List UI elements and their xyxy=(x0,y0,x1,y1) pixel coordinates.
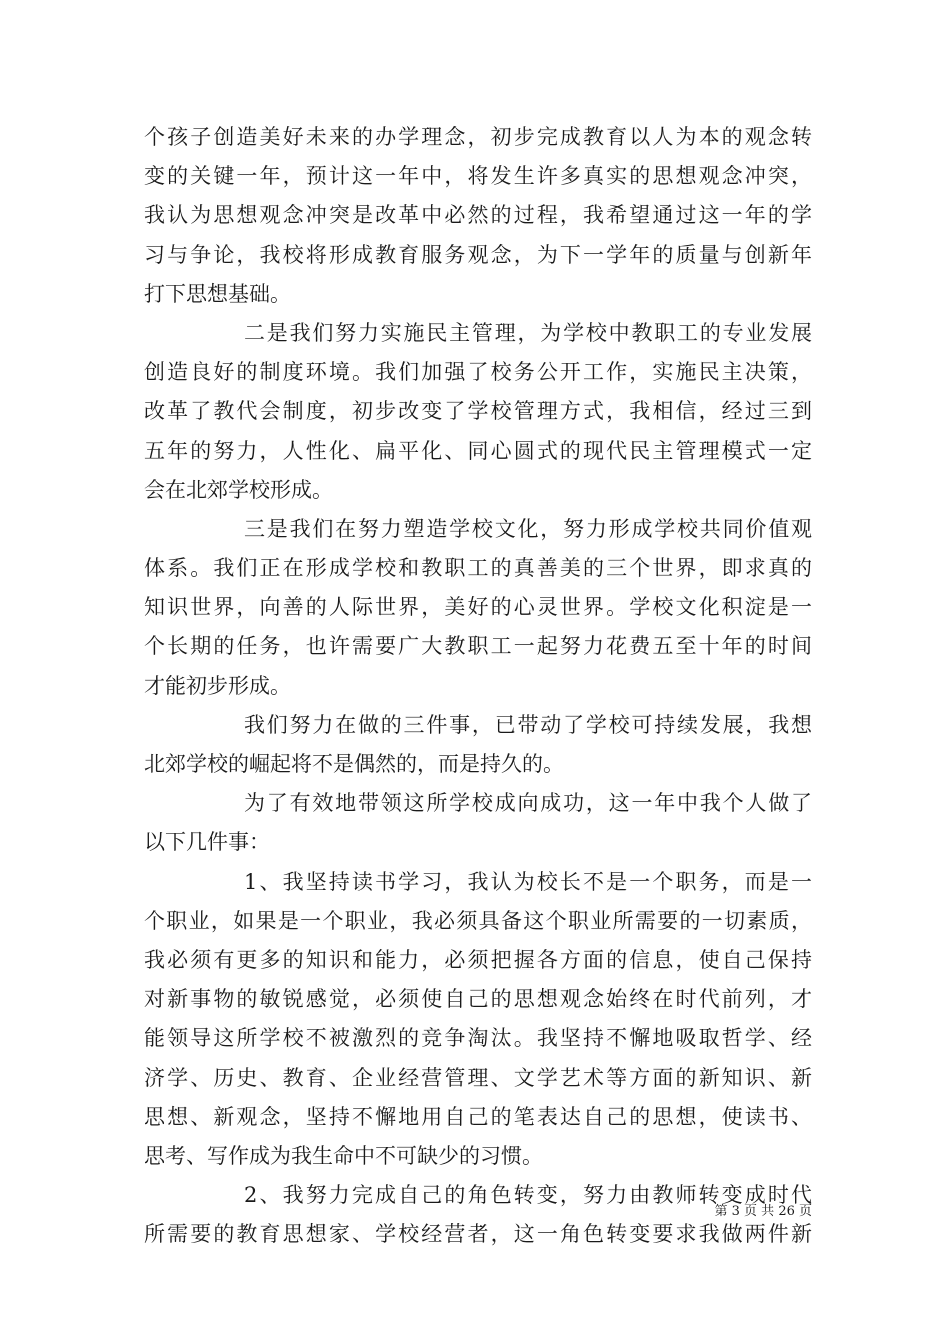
text-line: 思考、写作成为我生命中不可缺少的习惯。 xyxy=(144,1143,543,1168)
text-line: 个职业，如果是一个职业，我必须具备这个职业所需要的一切素质， xyxy=(144,908,812,933)
text-line: 北郊学校的崛起将不是偶然的，而是持久的。 xyxy=(144,752,564,776)
text-line: 思想、新观念，坚持不懈地用自己的笔表达自己的思想，使读书、 xyxy=(144,1104,812,1129)
text-line: 济学、历史、教育、企业经营管理、文学艺术等方面的新知识、新 xyxy=(144,1065,812,1090)
text-line: 以下几件事： xyxy=(144,830,270,855)
paragraph-start-line: 三是我们在努力塑造学校文化，努力形成学校共同价值观 xyxy=(244,516,812,541)
text-line: 创造良好的制度环境。我们加强了校务公开工作，实施民主决策， xyxy=(144,360,812,385)
paragraph-start-line: 为了有效地带领这所学校成向成功，这一年中我个人做了 xyxy=(244,791,812,816)
text-line: 我必须有更多的知识和能力，必须把握各方面的信息，使自己保持 xyxy=(144,947,812,972)
text-line: 变的关键一年，预计这一年中，将发生许多真实的思想观念冲突， xyxy=(144,164,812,189)
text-line: 习与争论，我校将形成教育服务观念，为下一学年的质量与创新年 xyxy=(144,242,812,267)
text-line: 能领导这所学校不被激烈的竞争淘汰。我坚持不懈地吸取哲学、经 xyxy=(144,1026,812,1051)
paragraph-start-line: 二是我们努力实施民主管理，为学校中教职工的专业发展 xyxy=(244,320,812,345)
text-line: 知识世界，向善的人际世界，美好的心灵世界。学校文化积淀是一 xyxy=(144,595,812,620)
text-line: 体系。我们正在形成学校和教职工的真善美的三个世界，即求真的 xyxy=(144,556,812,581)
text-line: 所需要的教育思想家、学校经营者，这一角色转变要求我做两件新 xyxy=(144,1222,812,1247)
text-line: 打下思想基础。 xyxy=(144,281,291,306)
text-line: 对新事物的敏锐感觉，必须使自己的思想观念始终在时代前列，才 xyxy=(144,987,812,1012)
text-line: 个长期的任务，也许需要广大教职工一起努力花费五至十年的时间 xyxy=(144,634,812,659)
paragraph-start-line: 2、我努力完成自己的角色转变，努力由教师转变成时代 xyxy=(244,1183,812,1208)
text-line: 会在北郊学校形成。 xyxy=(144,477,333,502)
paragraph-start-line: 1、我坚持读书学习，我认为校长不是一个职务，而是一 xyxy=(244,869,812,894)
text-line: 我认为思想观念冲突是改革中必然的过程，我希望通过这一年的学 xyxy=(144,203,812,228)
paragraph-start-line: 我们努力在做的三件事，已带动了学校可持续发展，我想 xyxy=(244,712,812,737)
body-text xyxy=(144,118,812,1254)
text-line: 才能初步形成。 xyxy=(144,673,291,698)
text-line: 个孩子创造美好未来的办学理念，初步完成教育以人为本的观念转 xyxy=(144,125,812,149)
text-line: 五年的努力，人性化、扁平化、同心圆式的现代民主管理模式一定 xyxy=(144,438,812,463)
page-number-footer: 第 3 页 共 26 页 xyxy=(714,1204,812,1219)
text-line: 改革了教代会制度，初步改变了学校管理方式，我相信，经过三到 xyxy=(144,399,812,424)
